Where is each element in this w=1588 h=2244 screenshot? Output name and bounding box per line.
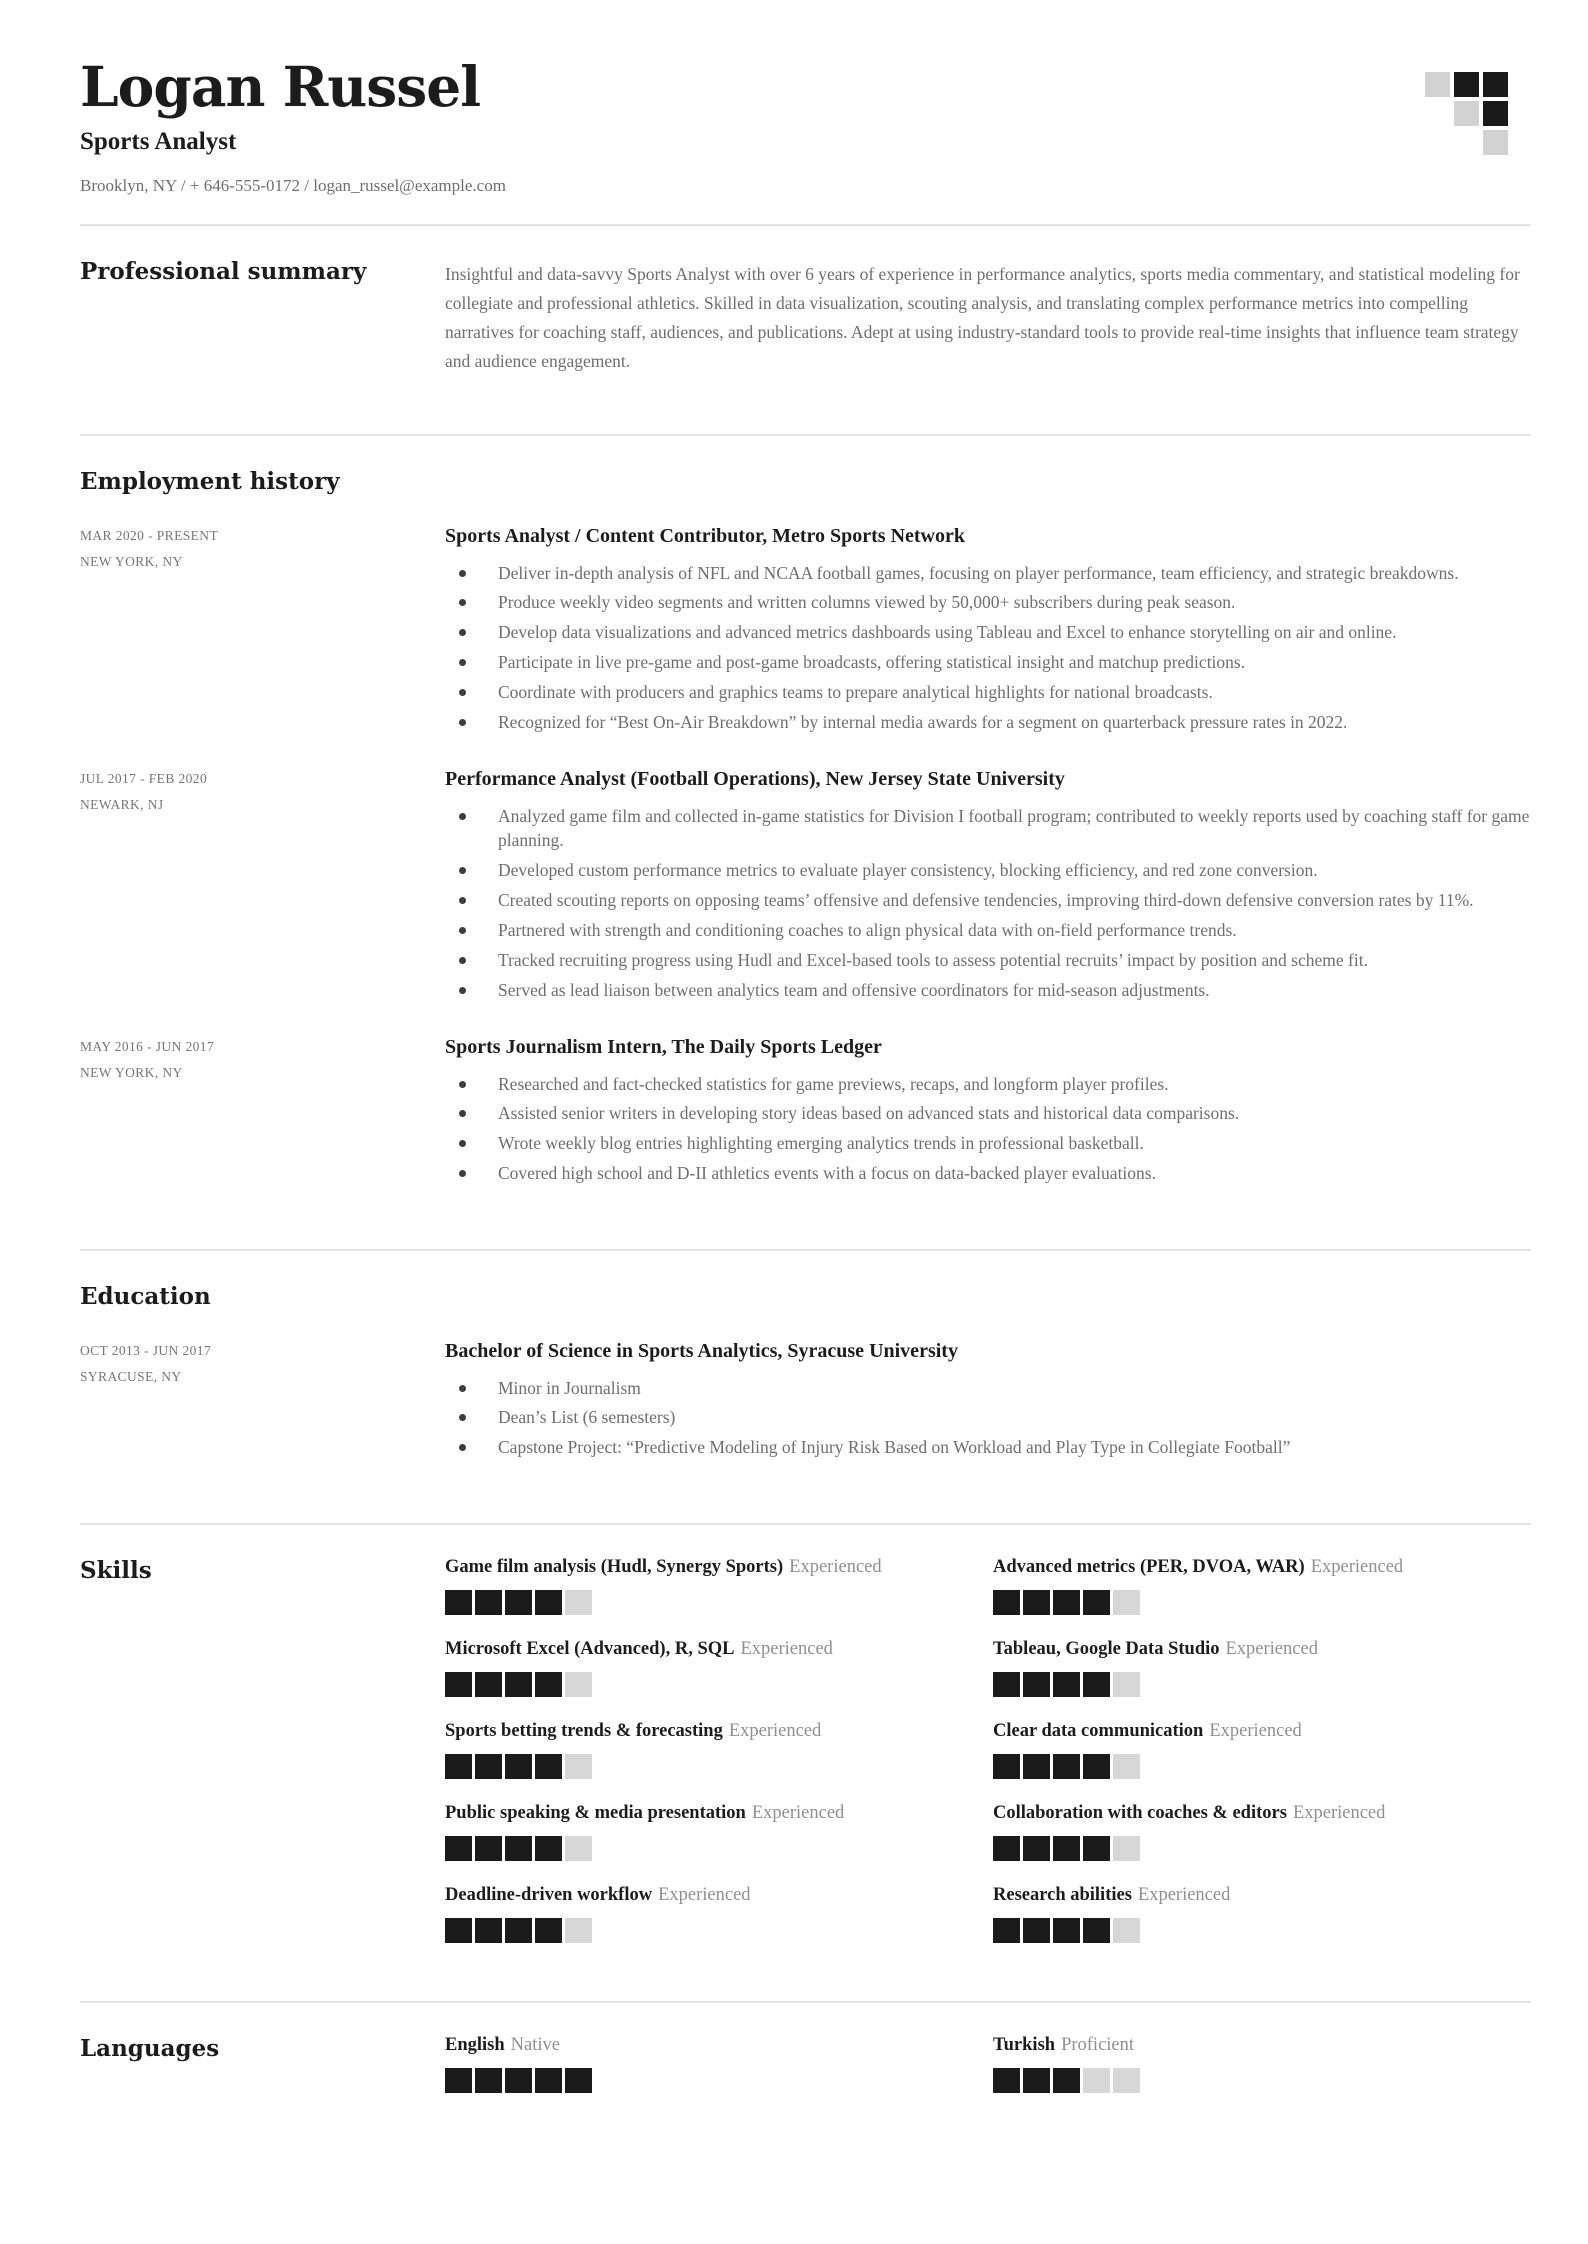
- bullet-item: Wrote weekly blog entries highlighting emerging analytics trends in professional basketball.: [445, 1131, 1531, 1156]
- job-meta: [80, 523, 445, 740]
- skill-name: Research abilities: [993, 1885, 1132, 1906]
- job-content: [445, 766, 1531, 1008]
- language-level: Native: [510, 2035, 560, 2056]
- rating-block-empty: [565, 1672, 592, 1697]
- logo-square: [1454, 130, 1479, 155]
- education-section: [0, 1251, 1588, 1495]
- rating-block-empty: [1113, 2068, 1140, 2093]
- rating-block-filled: [1023, 1672, 1050, 1697]
- rating-block-empty: [565, 1590, 592, 1615]
- job-location: NEW YORK, NY: [80, 553, 183, 569]
- job-location: NEWARK, NJ: [80, 796, 164, 812]
- rating-block-filled: [475, 1918, 502, 1943]
- language-name: Turkish: [993, 2035, 1056, 2056]
- rating-block-filled: [1053, 2068, 1080, 2093]
- job-title-subtitle: Sports Analyst: [80, 127, 237, 155]
- skill-rating-bar: [993, 1836, 1531, 1861]
- rating-block-filled: [475, 2068, 502, 2093]
- job-location: NEW YORK, NY: [80, 1064, 183, 1080]
- contact-line: Brooklyn, NY / + 646-555-0172 / logan_russel@example.com: [80, 175, 506, 195]
- education-section-title: Education: [80, 1282, 211, 1310]
- rating-block-filled: [475, 1590, 502, 1615]
- logo-square: [1425, 101, 1450, 126]
- rating-block-filled: [475, 1754, 502, 1779]
- job-content: [445, 523, 1531, 740]
- skill-item: [993, 1721, 1531, 1779]
- job-content: [445, 1034, 1531, 1191]
- rating-block-empty: [565, 1918, 592, 1943]
- skill-level: Experienced: [728, 1721, 822, 1742]
- rating-block-filled: [993, 1918, 1020, 1943]
- rating-block-filled: [1083, 1918, 1110, 1943]
- skill-level: Experienced: [751, 1803, 845, 1824]
- logo-square: [1483, 130, 1508, 155]
- rating-block-empty: [1113, 1836, 1140, 1861]
- rating-block-filled: [1053, 1672, 1080, 1697]
- rating-block-filled: [505, 1754, 532, 1779]
- education-bullets: [445, 1376, 1531, 1461]
- skill-item: [445, 1557, 983, 1615]
- header: [0, 0, 1588, 196]
- bullet-item: Produce weekly video segments and written columns viewed by 50,000+ subscribers during peak season.: [445, 590, 1531, 615]
- bullet-item: Assisted senior writers in developing story ideas based on advanced stats and historical data comparisons.: [445, 1101, 1531, 1126]
- bullet-item: Partnered with strength and conditioning coaches to align physical data with on-field performance trends.: [445, 918, 1531, 943]
- job-entry: [80, 766, 1531, 1008]
- bullet-item: Recognized for “Best On-Air Breakdown” by internal media awards for a segment on quarterback pressure rates in 2022.: [445, 710, 1531, 735]
- language-level: Proficient: [1061, 2035, 1135, 2056]
- skill-level: Experienced: [740, 1639, 833, 1660]
- bullet-item: Researched and fact-checked statistics for game previews, recaps, and longform player profiles.: [445, 1072, 1531, 1097]
- logo-square: [1425, 130, 1450, 155]
- rating-block-filled: [445, 1836, 472, 1861]
- rating-block-filled: [1023, 1590, 1050, 1615]
- skill-item: [445, 1885, 983, 1943]
- skill-level: Experienced: [1310, 1557, 1404, 1578]
- person-name: Logan Russel: [80, 54, 481, 119]
- skill-rating-bar: [445, 1836, 983, 1861]
- bullet-item: Served as lead liaison between analytics team and offensive coordinators for mid-season adjustments.: [445, 978, 1531, 1003]
- summary-text: Insightful and data-savvy Sports Analyst with over 6 years of experience in performance analytics, sports media commentary, and statistical modeling for collegiate and professional athletics. Skilled in data visualization, scouting analysis, and translating complex performance metrics into compelling narratives for coaching staff, audiences, and publications. Adept at using industry-standard tools to provide real-time insights that influence team strategy and audience engagement.: [445, 263, 1520, 371]
- skill-level: Experienced: [1137, 1885, 1231, 1906]
- skill-name: Collaboration with coaches & editors: [993, 1803, 1287, 1824]
- degree-title: Bachelor of Science in Sports Analytics, Syracuse University: [445, 1339, 958, 1362]
- rating-block-filled: [1053, 1836, 1080, 1861]
- skill-rating-bar: [993, 1672, 1531, 1697]
- rating-block-filled: [535, 1590, 562, 1615]
- rating-block-filled: [505, 1590, 532, 1615]
- rating-block-empty: [565, 1836, 592, 1861]
- job-bullets: [445, 561, 1531, 735]
- language-rating-bar: [445, 2068, 983, 2093]
- rating-block-filled: [535, 1754, 562, 1779]
- rating-block-filled: [445, 1590, 472, 1615]
- job-title: Performance Analyst (Football Operations), New Jersey State University: [445, 767, 1065, 790]
- logo-square: [1483, 72, 1508, 97]
- rating-block-filled: [1083, 1672, 1110, 1697]
- education-entry: [80, 1338, 1531, 1466]
- skills-grid: [445, 1557, 1531, 1943]
- education-content: [445, 1338, 1531, 1466]
- bullet-item: Capstone Project: “Predictive Modeling of Injury Risk Based on Workload and Play Type in Collegiate Football”: [445, 1435, 1531, 1460]
- bullet-item: Covered high school and D-II athletics events with a focus on data-backed player evaluations.: [445, 1161, 1531, 1186]
- bullet-item: Developed custom performance metrics to evaluate player consistency, blocking efficiency, and red zone conversion.: [445, 858, 1531, 883]
- rating-block-filled: [1053, 1754, 1080, 1779]
- skill-rating-bar: [445, 1918, 983, 1943]
- job-title: Sports Analyst / Content Contributor, Metro Sports Network: [445, 524, 965, 547]
- skill-name: Advanced metrics (PER, DVOA, WAR): [993, 1557, 1305, 1578]
- rating-block-filled: [993, 1836, 1020, 1861]
- skill-level: Experienced: [1209, 1721, 1302, 1742]
- employment-section: [0, 436, 1588, 1221]
- job-dates: MAY 2016 - JUN 2017: [80, 1038, 215, 1054]
- job-bullets: [445, 1072, 1531, 1186]
- bullet-item: Coordinate with producers and graphics teams to prepare analytical highlights for national broadcasts.: [445, 680, 1531, 705]
- skill-rating-bar: [445, 1754, 983, 1779]
- skill-rating-bar: [993, 1754, 1531, 1779]
- languages-section: [0, 2003, 1588, 2123]
- rating-block-filled: [565, 2068, 592, 2093]
- bullet-item: Deliver in-depth analysis of NFL and NCAA football games, focusing on player performance, team efficiency, and strategic breakdowns.: [445, 561, 1531, 586]
- rating-block-filled: [993, 1672, 1020, 1697]
- skill-name: Clear data communication: [993, 1721, 1204, 1742]
- skill-rating-bar: [445, 1672, 983, 1697]
- skill-name: Tableau, Google Data Studio: [993, 1639, 1220, 1660]
- rating-block-empty: [1083, 2068, 1110, 2093]
- logo-square: [1483, 101, 1508, 126]
- job-dates: MAR 2020 - PRESENT: [80, 527, 219, 543]
- summary-section-title: Professional summary: [80, 257, 367, 285]
- job-meta: [80, 1034, 445, 1191]
- rating-block-filled: [445, 1754, 472, 1779]
- rating-block-filled: [505, 2068, 532, 2093]
- job-entry: [80, 1034, 1531, 1191]
- languages-section-title: Languages: [80, 2035, 220, 2063]
- bullet-item: Participate in live pre-game and post-game broadcasts, offering statistical insight and matchup predictions.: [445, 650, 1531, 675]
- logo-square: [1454, 72, 1479, 97]
- job-title: Sports Journalism Intern, The Daily Sports Ledger: [445, 1035, 882, 1058]
- rating-block-filled: [505, 1918, 532, 1943]
- education-dates: OCT 2013 - JUN 2017: [80, 1342, 212, 1358]
- skill-rating-bar: [445, 1590, 983, 1615]
- rating-block-filled: [535, 1672, 562, 1697]
- rating-block-empty: [1113, 1672, 1140, 1697]
- job-bullets: [445, 804, 1531, 1003]
- job-dates: JUL 2017 - FEB 2020: [80, 770, 208, 786]
- skill-name: Public speaking & media presentation: [445, 1803, 746, 1824]
- rating-block-empty: [565, 1754, 592, 1779]
- rating-block-filled: [535, 1836, 562, 1861]
- logo-square: [1454, 101, 1479, 126]
- bullet-item: Created scouting reports on opposing teams’ offensive and defensive tendencies, improving third-down defensive conversion rates by 11%.: [445, 888, 1531, 913]
- skill-item: [993, 1557, 1531, 1615]
- logo-square: [1425, 72, 1450, 97]
- rating-block-filled: [1083, 1590, 1110, 1615]
- rating-block-filled: [1053, 1918, 1080, 1943]
- rating-block-filled: [993, 2068, 1020, 2093]
- rating-block-filled: [1053, 1590, 1080, 1615]
- rating-block-filled: [475, 1672, 502, 1697]
- rating-block-filled: [993, 1754, 1020, 1779]
- skills-section-title: Skills: [80, 1557, 152, 1585]
- language-rating-bar: [993, 2068, 1531, 2093]
- skill-level: Experienced: [789, 1557, 882, 1578]
- skill-item: [993, 1803, 1531, 1861]
- rating-block-filled: [1023, 1918, 1050, 1943]
- skill-name: Game film analysis (Hudl, Synergy Sports): [445, 1557, 784, 1578]
- rating-block-filled: [505, 1672, 532, 1697]
- language-item: [445, 2035, 983, 2093]
- languages-grid: [445, 2035, 1531, 2093]
- bullet-item: Minor in Journalism: [445, 1376, 1531, 1401]
- rating-block-filled: [445, 1918, 472, 1943]
- skill-name: Microsoft Excel (Advanced), R, SQL: [445, 1639, 735, 1660]
- skill-level: Experienced: [1225, 1639, 1318, 1660]
- rating-block-filled: [1083, 1836, 1110, 1861]
- language-item: [993, 2035, 1531, 2093]
- rating-block-filled: [1023, 1754, 1050, 1779]
- employment-section-title: Employment history: [80, 467, 340, 495]
- rating-block-filled: [535, 1918, 562, 1943]
- job-meta: [80, 766, 445, 1008]
- education-location: SYRACUSE, NY: [80, 1368, 182, 1384]
- skill-name: Sports betting trends & forecasting: [445, 1721, 723, 1742]
- rating-block-empty: [1113, 1590, 1140, 1615]
- rating-block-filled: [475, 1836, 502, 1861]
- skill-item: [445, 1803, 983, 1861]
- rating-block-empty: [1113, 1918, 1140, 1943]
- skill-item: [445, 1639, 983, 1697]
- bullet-item: Develop data visualizations and advanced metrics dashboards using Tableau and Excel to enhance storytelling on air and online.: [445, 620, 1531, 645]
- skill-item: [993, 1885, 1531, 1943]
- skill-name: Deadline-driven workflow: [445, 1885, 653, 1906]
- summary-section: [0, 226, 1588, 406]
- skill-item: [993, 1639, 1531, 1697]
- skills-section: [0, 1525, 1588, 1973]
- squares-logo: [1425, 72, 1508, 155]
- rating-block-filled: [1023, 2068, 1050, 2093]
- education-meta: [80, 1338, 445, 1466]
- rating-block-empty: [1113, 1754, 1140, 1779]
- rating-block-filled: [445, 1672, 472, 1697]
- rating-block-filled: [535, 2068, 562, 2093]
- rating-block-filled: [1083, 1754, 1110, 1779]
- skill-level: Experienced: [1292, 1803, 1386, 1824]
- bullet-item: Analyzed game film and collected in-game statistics for Division I football program; contributed to weekly reports used by coaching staff for game planning.: [445, 804, 1531, 854]
- rating-block-filled: [1023, 1836, 1050, 1861]
- skill-rating-bar: [993, 1918, 1531, 1943]
- bullet-item: Dean’s List (6 semesters): [445, 1405, 1531, 1430]
- rating-block-filled: [993, 1590, 1020, 1615]
- skill-rating-bar: [993, 1590, 1531, 1615]
- language-name: English: [445, 2035, 505, 2056]
- rating-block-filled: [445, 2068, 472, 2093]
- rating-block-filled: [505, 1836, 532, 1861]
- skill-item: [445, 1721, 983, 1779]
- skill-level: Experienced: [658, 1885, 751, 1906]
- job-entry: [80, 523, 1531, 740]
- bullet-item: Tracked recruiting progress using Hudl and Excel-based tools to assess potential recruits’ impact by position and scheme fit.: [445, 948, 1531, 973]
